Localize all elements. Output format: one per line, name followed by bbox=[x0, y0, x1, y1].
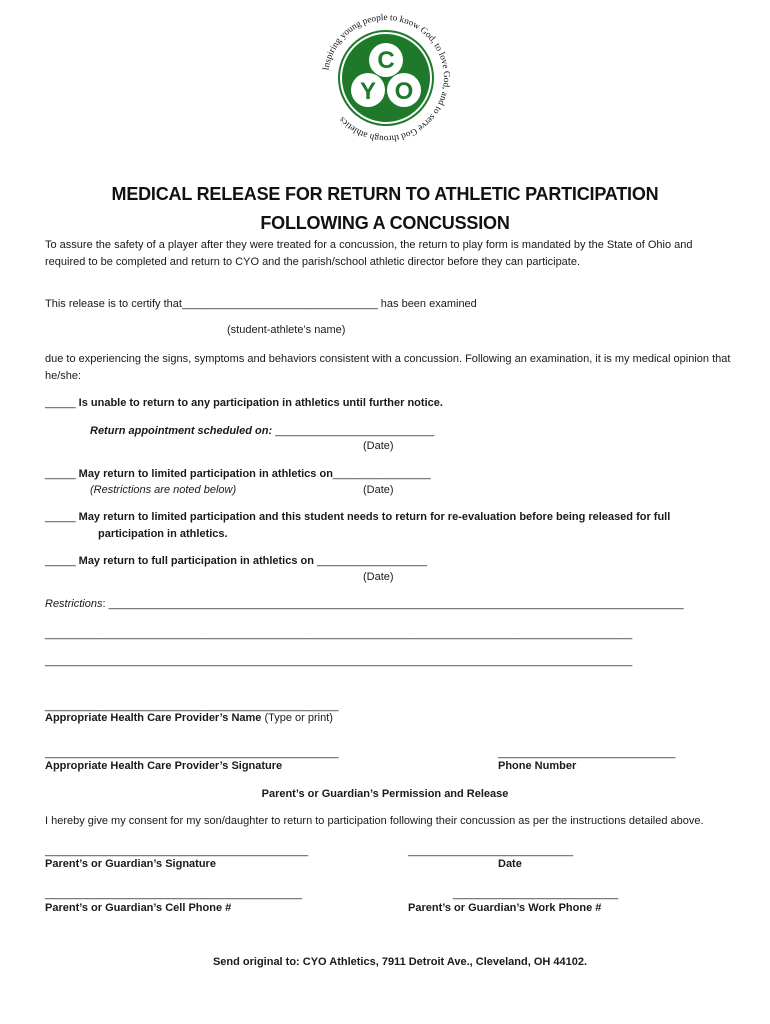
appointment-date-caption: (Date) bbox=[363, 440, 394, 452]
provider-phone-field[interactable]: _____________________________ bbox=[498, 747, 676, 759]
option-limited-return bbox=[45, 466, 431, 483]
opinion-paragraph: due to experiencing the signs, symptoms and behaviors consistent with a concussion. Following an examination, it is my medical opinion that he/she: bbox=[45, 353, 731, 382]
provider-phone-label: Phone Number bbox=[498, 760, 577, 772]
restrictions-row bbox=[45, 596, 684, 613]
guardian-cell-field[interactable]: __________________________________________ bbox=[45, 888, 302, 900]
guardian-date-field[interactable]: ___________________________ bbox=[408, 845, 574, 857]
provider-signature-label: Appropriate Health Care Provider’s Signature bbox=[45, 760, 283, 772]
certify-suffix: has been examined bbox=[380, 298, 477, 310]
option-reevaluation-checkbox[interactable]: _____ bbox=[45, 511, 76, 523]
option-reevaluation-label-cont: participation in athletics. bbox=[98, 528, 228, 540]
provider-signature-field[interactable]: ________________________________________________ bbox=[45, 747, 339, 759]
restrictions-field-2[interactable]: ________________________________________________________________________________________________ bbox=[45, 628, 633, 640]
guardian-section-heading: Parent’s or Guardian’s Permission and Release bbox=[261, 788, 509, 800]
student-name-field[interactable]: ________________________________ bbox=[181, 298, 378, 310]
certify-prefix: This release is to certify that bbox=[45, 298, 182, 310]
option-unable-return bbox=[45, 395, 443, 412]
logo-ring-text: Inspiring young people to know God, to love God, and to serve God through athletics bbox=[320, 11, 453, 145]
guardian-work-field[interactable]: ___________________________ bbox=[453, 888, 619, 900]
return-appointment-date-field[interactable]: __________________________ bbox=[275, 425, 435, 437]
option-limited-label: May return to limited participation in athletics on bbox=[78, 468, 333, 480]
provider-name-field[interactable]: ________________________________________________ bbox=[45, 700, 339, 712]
option-limited-date-field[interactable]: ________________ bbox=[332, 468, 431, 480]
option-full-return bbox=[45, 553, 427, 570]
limited-date-caption: (Date) bbox=[363, 484, 394, 496]
cyo-logo-graphic bbox=[318, 10, 454, 146]
restrictions-field-1[interactable]: : ______________________________________________________________________________________________ bbox=[102, 598, 684, 610]
restrictions-label: Restrictions bbox=[45, 598, 103, 610]
guardian-signature-label: Parent’s or Guardian’s Signature bbox=[45, 858, 216, 870]
logo-letter-o: O bbox=[394, 78, 414, 105]
option-full-label: May return to full participation in athletics on bbox=[78, 555, 314, 567]
guardian-signature-field[interactable]: ___________________________________________ bbox=[45, 845, 309, 857]
student-name-caption: (student-athlete’s name) bbox=[227, 324, 346, 336]
send-original-footer: Send original to: CYO Athletics, 7911 Detroit Ave., Cleveland, OH 44102. bbox=[212, 956, 588, 968]
option-full-checkbox[interactable]: _____ bbox=[45, 555, 76, 567]
return-appointment-label: Return appointment scheduled on: bbox=[90, 425, 273, 437]
option-unable-checkbox[interactable]: _____ bbox=[45, 397, 76, 409]
provider-name-caption bbox=[45, 710, 333, 727]
cyo-logo bbox=[318, 10, 454, 146]
option-limited-checkbox[interactable]: _____ bbox=[45, 468, 76, 480]
option-reevaluation bbox=[45, 509, 670, 526]
restrictions-field-3[interactable]: ________________________________________________________________________________________________ bbox=[45, 655, 633, 667]
form-title-line1: MEDICAL RELEASE FOR RETURN TO ATHLETIC PARTICIPATION bbox=[111, 184, 659, 204]
restrictions-note: (Restrictions are noted below) bbox=[90, 484, 237, 496]
option-reevaluation-label: May return to limited participation and this student needs to return for re-evaluation before being released for full bbox=[78, 511, 671, 523]
logo-letter-c: C bbox=[377, 47, 395, 74]
guardian-consent-text: I hereby give my consent for my son/daughter to return to participation following their concussion as per the instructions detailed above. bbox=[45, 815, 704, 827]
provider-name-label: Appropriate Health Care Provider’s Name bbox=[45, 712, 262, 724]
guardian-date-label: Date bbox=[498, 858, 522, 870]
guardian-work-label: Parent’s or Guardian’s Work Phone # bbox=[408, 902, 602, 914]
guardian-cell-label: Parent’s or Guardian’s Cell Phone # bbox=[45, 902, 232, 914]
form-title-line2: FOLLOWING A CONCUSSION bbox=[260, 213, 510, 233]
option-unable-label: Is unable to return to any participation in athletics until further notice. bbox=[78, 397, 443, 409]
option-full-date-field[interactable]: __________________ bbox=[317, 555, 428, 567]
intro-paragraph: To assure the safety of a player after they were treated for a concussion, the return to play form is mandated by the State of Ohio and required to be completed and return to CYO and the parish/school athletic director before they can participate. bbox=[45, 239, 693, 268]
full-date-caption: (Date) bbox=[363, 571, 394, 583]
provider-name-hint: (Type or print) bbox=[264, 712, 333, 724]
logo-letter-y: Y bbox=[359, 78, 377, 105]
certify-line bbox=[45, 296, 477, 313]
